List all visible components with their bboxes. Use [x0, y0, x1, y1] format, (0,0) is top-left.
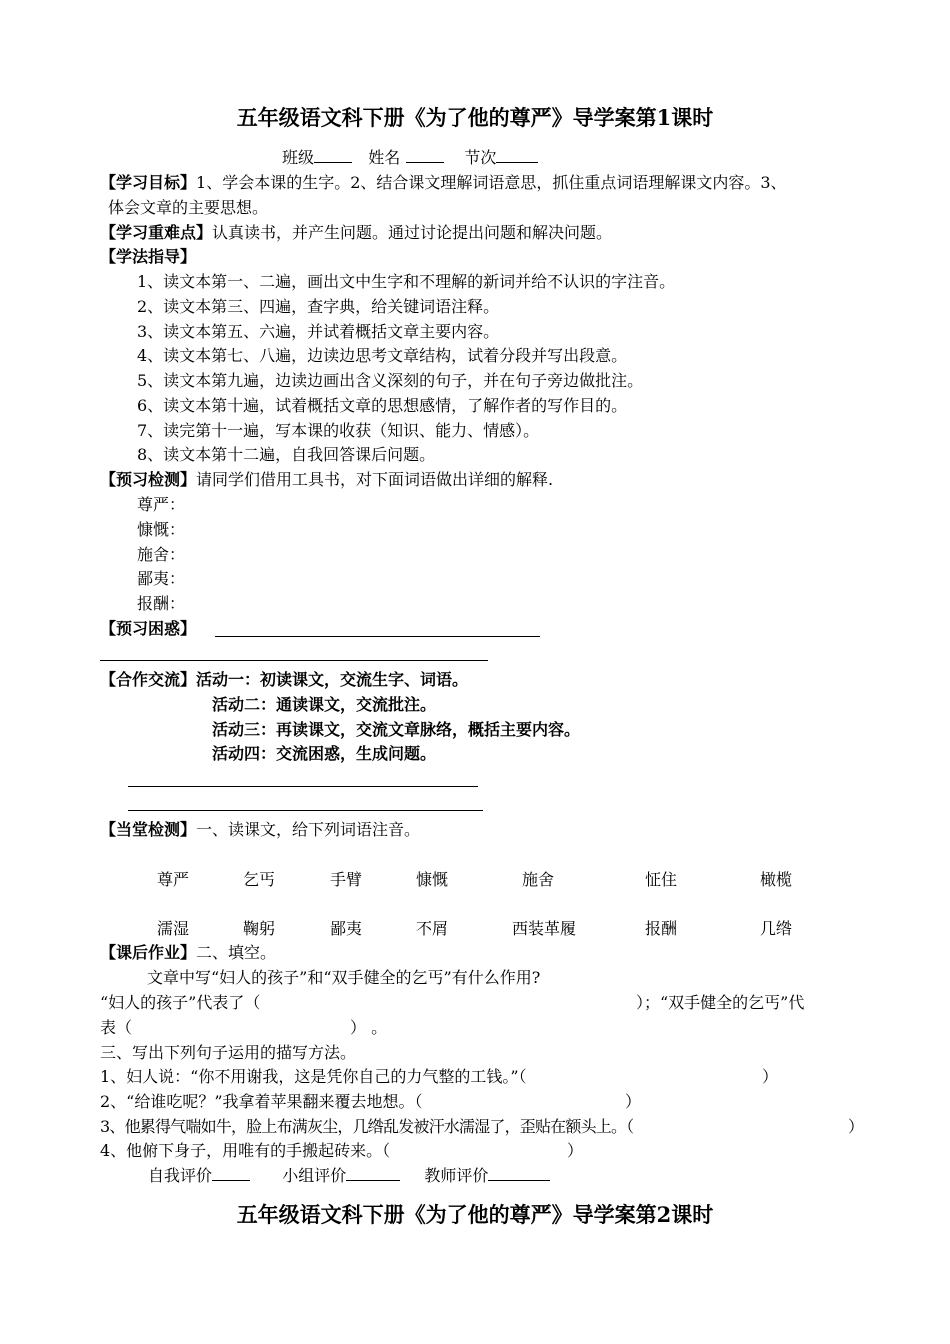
confusion-answer-line[interactable] [215, 636, 540, 637]
vocab-word: 慷慨 [416, 870, 449, 889]
answer-1-left: “妇人的孩子”代表了（ [100, 993, 261, 1012]
preview-text: 请同学们借用工具书，对下面词语做出详细的解释. [196, 470, 554, 489]
self-eval-label: 自我评价 [148, 1166, 213, 1185]
vocab-word: 鞠躬 [243, 919, 276, 938]
sentence-3: 3、他累得气喘如牛，脸上布满灰尘，几绺乱发被汗水濡湿了，歪贴在额头上。（ [100, 1117, 634, 1136]
preview-label: 【预习检测】 [100, 470, 197, 489]
vocab-word: 几绺 [760, 919, 793, 938]
goals-text-1: 1、学会本课的生字。2、结合课文理解词语意思，抓住重点词语理解课文内容。3、 [196, 173, 787, 192]
class-label: 班级 [282, 148, 315, 167]
group-eval-blank[interactable] [346, 1164, 400, 1181]
student-info-line [282, 146, 538, 170]
cooperate-label: 【合作交流】 [100, 670, 197, 689]
lesson-title-2: 五年级语文科下册《为了他的尊严》导学案第2课时 [236, 1202, 714, 1227]
class-blank[interactable] [314, 146, 352, 163]
sentence-4-close: ） [567, 1141, 584, 1160]
group-eval-label: 小组评价 [282, 1166, 347, 1185]
sentence-4: 4、他俯下身子，用唯有的手搬起砖来。（ [100, 1141, 391, 1160]
goals-label: 【学习目标】 [100, 173, 197, 192]
sentence-2-close: ） [625, 1092, 642, 1111]
answer-1-right: ）；“双手健全的乞丐”代 [636, 993, 805, 1012]
learning-goals [100, 171, 787, 195]
homework-question: 文章中写“妇人的孩子”和“双手健全的乞丐”有什么作用? [147, 968, 541, 987]
evaluation-line [148, 1164, 550, 1188]
goals-text-2: 体会文章的主要思想。 [108, 198, 269, 217]
answer-2-left: 表（ [100, 1018, 133, 1037]
preview-check [100, 468, 553, 492]
homework-part3: 三、写出下列句子运用的描写方法。 [100, 1043, 357, 1062]
preview-word: 慷慨： [137, 520, 186, 539]
vocab-word: 西装革履 [512, 919, 577, 938]
method-item: 8、读文本第十二遍，自我回答课后问题。 [137, 445, 436, 464]
method-item: 5、读文本第九遍，边读边画出含义深刻的句子，并在句子旁边做批注。 [137, 371, 644, 390]
answer-line[interactable] [128, 810, 483, 811]
vocab-word: 濡湿 [157, 919, 190, 938]
vocab-word: 乞丐 [243, 870, 276, 889]
cooperate-row-1 [100, 668, 468, 692]
confusion-label: 【预习困惑】 [100, 619, 197, 638]
vocab-word: 鄙夷 [330, 919, 363, 938]
activity-item: 活动四：交流困惑，生成问题。 [212, 744, 437, 763]
preview-word: 鄙夷： [137, 569, 186, 588]
answer-line[interactable] [128, 786, 478, 787]
homework-part2: 二、填空。 [196, 943, 277, 962]
name-label: 姓名 [368, 148, 401, 167]
activity-item: 活动一：初读课文，交流生字、词语。 [196, 670, 469, 689]
method-item: 3、读文本第五、六遍，并试着概括文章主要内容。 [137, 322, 500, 341]
vocab-word: 橄榄 [760, 870, 793, 889]
self-eval-blank[interactable] [212, 1164, 250, 1181]
confusion-answer-line-2[interactable] [100, 660, 488, 661]
teacher-eval-label: 教师评价 [424, 1166, 489, 1185]
sentence-2: 2、“给谁吃呢？”我拿着苹果翻来覆去地想。（ [100, 1092, 423, 1111]
class-check [100, 818, 420, 842]
preview-word: 施舍： [137, 545, 186, 564]
method-label: 【学法指导】 [100, 247, 197, 266]
sentence-1-close: ） [762, 1067, 779, 1086]
name-blank[interactable] [406, 146, 444, 163]
classcheck-label: 【当堂检测】 [100, 820, 197, 839]
vocab-word: 不屑 [416, 919, 449, 938]
sentence-3-close: ） [848, 1117, 865, 1136]
difficulty-label: 【学习重难点】 [100, 223, 213, 242]
homework-label: 【课后作业】 [100, 943, 197, 962]
learning-difficulty [100, 221, 612, 245]
method-item: 2、读文本第三、四遍，查字典，给关键词语注释。 [137, 297, 500, 316]
activity-item: 活动三：再读课文，交流文章脉络，概括主要内容。 [212, 720, 581, 739]
method-item: 1、读文本第一、二遍，画出文中生字和不理解的新词并给不认识的字注音。 [137, 272, 676, 291]
difficulty-text: 认真读书，并产生问题。通过讨论提出问题和解决问题。 [212, 223, 613, 242]
activity-item: 活动二：通读课文，交流批注。 [212, 695, 437, 714]
period-label: 节次 [464, 148, 497, 167]
vocab-word: 报酬 [645, 919, 678, 938]
method-item: 6、读文本第十遍，试着概括文章的思想感情，了解作者的写作目的。 [137, 396, 628, 415]
vocab-word: 手臂 [330, 870, 363, 889]
method-item: 7、读完第十一遍，写本课的收获（知识、能力、情感）。 [137, 421, 540, 440]
classcheck-text: 一、读课文，给下列词语注音。 [196, 820, 421, 839]
preview-word: 尊严： [137, 495, 186, 514]
vocab-word: 怔住 [645, 870, 678, 889]
teacher-eval-blank[interactable] [488, 1164, 550, 1181]
lesson-title-1: 五年级语文科下册《为了他的尊严》导学案第1课时 [236, 105, 714, 130]
answer-2-right: ） 。 [350, 1018, 388, 1037]
vocab-word: 施舍 [522, 870, 555, 889]
preview-word: 报酬： [137, 594, 186, 613]
homework [100, 941, 276, 965]
sentence-1: 1、妇人说：“你不用谢我，这是凭你自己的力气整的工钱。”（ [100, 1067, 527, 1086]
period-blank[interactable] [496, 146, 538, 163]
vocab-word: 尊严 [157, 870, 190, 889]
method-item: 4、读文本第七、八遍，边读边思考文章结构，试着分段并写出段意。 [137, 346, 628, 365]
